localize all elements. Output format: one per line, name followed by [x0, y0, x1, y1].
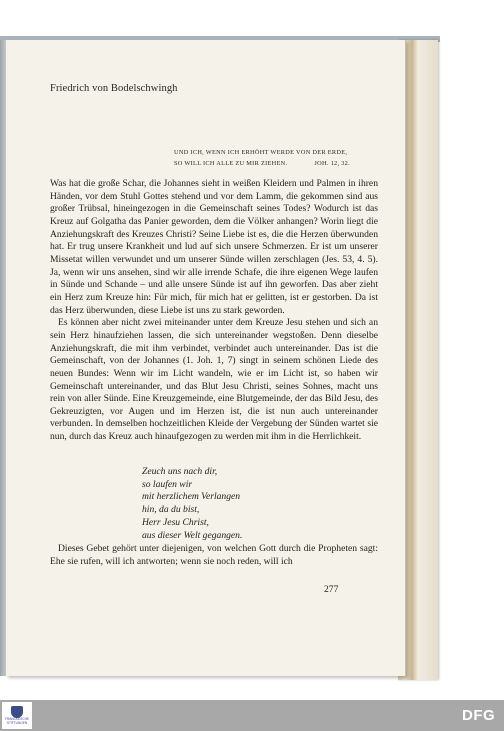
- epigraph-line: [174, 159, 350, 170]
- body-text: [50, 178, 378, 444]
- book-page: [6, 40, 406, 676]
- running-head: Friedrich von Bodelschwingh: [50, 83, 178, 94]
- epigraph-line: [174, 148, 350, 159]
- verse-line: Herr Jesu Christ,: [142, 516, 209, 528]
- viewer-footer: [0, 700, 504, 731]
- epigraph: [174, 148, 350, 169]
- verse-quote: [142, 466, 242, 542]
- dfg-logo[interactable]: DFG: [462, 707, 496, 724]
- epigraph-text: UND ICH, WENN ICH ERHÖHT WERDE VON DER ERDE,: [174, 149, 348, 156]
- library-caption: STIFTUNGEN: [6, 720, 28, 725]
- verse-line: Zeuch uns nach dir,: [142, 466, 218, 477]
- epigraph-reference: JOH. 12, 32.: [314, 159, 350, 167]
- verse-line: aus dieser Welt gegangen.: [142, 529, 243, 541]
- paragraph: Was hat die große Schar, die Johannes sieht in weißen Kleidern und Palmen in ihren Händen, vor dem Stuhl Gottes stehend und vor dem Lamm, die gekommen sind aus großer Trübsal, hineingezogen in die Gemeinschaft seines Todes? Wodurch ist das Kreuz auf Golgatha das Panier geworden, dem die Völker anhangen? Worin liegt die Anziehungskraft des Kreuzes Christi? Seine Liebe ist es, die die Herzen überwunden hat. Er trug unsere Krankheit und lud auf sich unsere Schmerzen. Er ist um unserer Missetat willen verwundet und um unserer Sünde willen zerschlagen (Jes. 53, 4. 5). Ja, wenn wir uns ansehen, sind wir alle irrende Schafe, die ihre eigenen Wege laufen in Sünde und Schande – und alle unsere Sünde ist auf ihn geworfen. Das aber zieht ein Herz zum Kreuze hin: Für mich, für mich hat er gelitten, ist er gestorben. Da ist das Herz überwunden, diese Liebe ist uns zu stark geworden.: [50, 178, 378, 316]
- library-logo[interactable]: [2, 702, 32, 729]
- page-number: 277: [324, 584, 339, 595]
- paragraph: Es können aber nicht zwei miteinander unter dem Kreuze Jesu stehen und sich an sein Herz hinaufziehen lassen, die sich untereinander wegstoßen. Denn dieselbe Anziehungskraft, die mit ihm verbindet, verbindet auch untereinander. Das ist die Gemeinschaft, von der Johannes (1. Joh. 1, 7) singt in seinem schönen Liede des neuen Bundes: Wenn wir im Licht wandeln, wie er im Licht ist, so haben wir Gemeinschaft untereinander, und das Blut Jesu Christi, seines Sohnes, macht uns rein von aller Sünde. Eine Kreuzgemeinde, eine Blutgemeinde, der das Bild Jesu, des Gekreuzigten, vor Augen und im Herzen ist, die ist nun auch untereinander verbunden. In demselben hochzeitlichen Kleide der Vergebung der Sünden wartet sie nun, durch das Kreuz auch hinaufgezogen zu werden mit ihm in die Herrlichkeit.: [50, 317, 378, 443]
- verse-line: so laufen wir: [142, 478, 193, 490]
- verse-line: mit herzlichem Verlangen: [142, 491, 241, 503]
- epigraph-text: SO WILL ICH ALLE ZU MIR ZIEHEN.: [174, 159, 288, 167]
- verse-line: hin, da du bist,: [142, 504, 200, 516]
- library-caption: FRANCKESCHE: [4, 716, 30, 721]
- closing-paragraph: Dieses Gebet gehört unter diejenigen, von welchen Gott durch die Propheten sagt: Ehe sie rufen, will ich antworten; wenn sie noch reden, will ich: [50, 543, 378, 567]
